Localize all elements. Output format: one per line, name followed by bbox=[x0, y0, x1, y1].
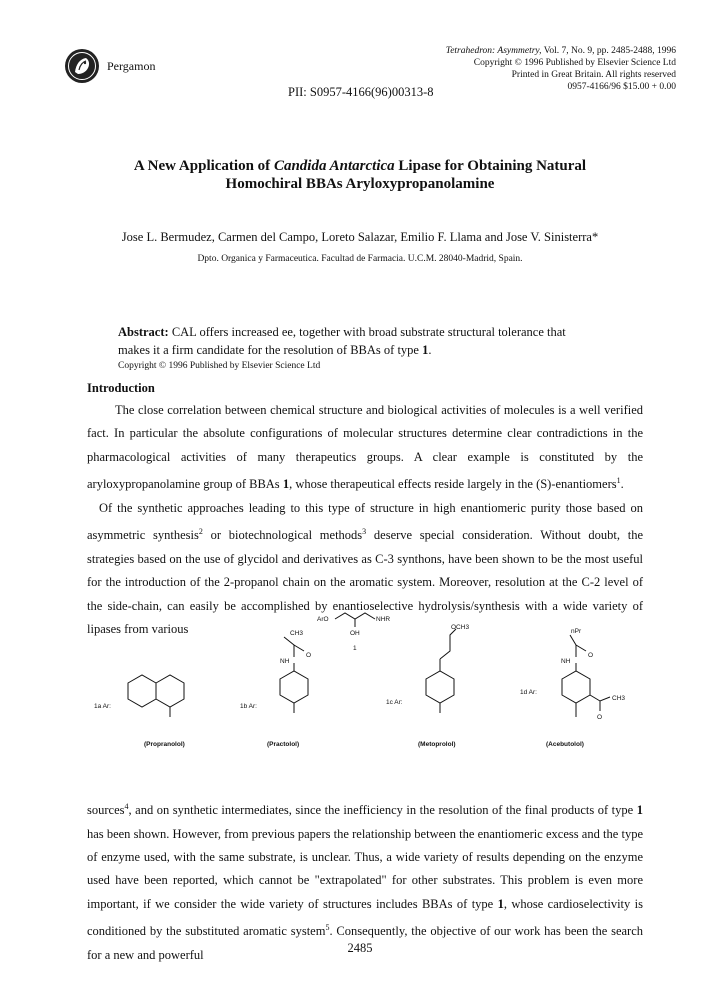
pii-identifier: PII: S0957-4166(96)00313-8 bbox=[288, 85, 434, 99]
footnote-ref: 1 bbox=[616, 476, 621, 486]
compound-ref: 1 bbox=[636, 803, 643, 818]
footnote-ref: 3 bbox=[362, 527, 367, 537]
section-heading: Introduction bbox=[87, 381, 155, 395]
chemical-scheme bbox=[80, 605, 660, 755]
publisher-logo-icon bbox=[64, 48, 100, 84]
footnote-ref: 4 bbox=[124, 802, 129, 811]
page-number: 2485 bbox=[347, 941, 373, 955]
scheme-label: OH bbox=[350, 630, 360, 637]
scheme-label: (Practolol) bbox=[267, 741, 300, 748]
journal-citation: Vol. 7, No. 9, pp. 2485-2488, 1996 bbox=[541, 46, 676, 56]
scheme-label: NH bbox=[561, 658, 571, 665]
text: Of the synthetic approaches leading to this type of structure in high enantiomeric purity those based on asymmetric synthesis bbox=[87, 500, 643, 543]
scheme-label: (Propranolol) bbox=[144, 741, 185, 748]
scheme-label: 1a Ar: bbox=[94, 703, 111, 710]
abstract-text: CAL offers increased ee, together with broad substrate structural tolerance that bbox=[168, 325, 566, 339]
scheme-label: nPr bbox=[571, 628, 582, 635]
text: , whose cardioselectivity is conditioned by the substituted aromatic system bbox=[87, 896, 643, 939]
abstract bbox=[118, 323, 638, 359]
affiliation: Dpto. Organica y Farmaceutica. Facultad de Farmacia. U.C.M. 28040-Madrid, Spain. bbox=[197, 254, 523, 264]
scheme-label: 1c Ar: bbox=[386, 699, 403, 706]
scheme-label: 1b Ar: bbox=[240, 703, 257, 710]
scheme-label: O bbox=[597, 714, 603, 721]
abstract-label: Abstract: bbox=[118, 325, 169, 339]
scheme-label: CH3 bbox=[290, 630, 304, 637]
title-italic: Candida Antarctica bbox=[273, 158, 395, 174]
scheme-label: CH3 bbox=[612, 695, 626, 702]
scheme-label: O bbox=[306, 652, 312, 659]
scheme-label: (Acebutolol) bbox=[546, 741, 584, 748]
scheme-label: NHR bbox=[376, 616, 391, 623]
compound-ref: 1 bbox=[422, 343, 429, 357]
publisher-name: Pergamon bbox=[107, 59, 156, 73]
scheme-label: 1 bbox=[353, 645, 357, 652]
abstract-copyright: Copyright © 1996 Published by Elsevier Science Ltd bbox=[118, 361, 321, 371]
scheme-label: O bbox=[588, 652, 594, 659]
footnote-ref: 5 bbox=[325, 923, 330, 933]
journal-header bbox=[446, 45, 676, 93]
scheme-label: (Metoprolol) bbox=[418, 741, 456, 748]
title-part: Lipase for Obtaining Natural bbox=[394, 158, 587, 174]
text: . Consequently, the objective of our work has been the search for a new and powerful bbox=[87, 924, 644, 962]
compound-ref: 1 bbox=[282, 477, 290, 492]
title-line-2: Homochiral BBAs Aryloxypropanolamine bbox=[225, 176, 495, 192]
text: deserve special consideration. Without doubt, the strategies based on the use of glycidol and derivatives as C-3 synthons, have been shown to be the most useful for the introduction of the 2-propanol chain on the aromatic system. Moreover, resolution at the C-2 level of the side-chain, can easily be accomplished by enantioselective hydrolysis/synthesis with a wide variety of lipases from various bbox=[87, 528, 644, 636]
scheme-label: ArO bbox=[317, 616, 329, 623]
text: sources bbox=[87, 803, 125, 818]
header-printed: Printed in Great Britain. All rights reserved bbox=[511, 70, 676, 80]
paragraph bbox=[87, 399, 643, 497]
text: The close correlation between chemical structure and biological activities of molecules is a well verified fact. In particular the absolute configurations of molecular structures determine clear contradictions in the pharmacological activities of many therapeutics groups. A clear example is constituted by the aryloxypropanolamine group of BBAs bbox=[87, 403, 643, 492]
journal-name: Tetrahedron: Asymmetry, bbox=[445, 46, 542, 56]
text: . bbox=[620, 477, 624, 492]
abstract-text: . bbox=[428, 343, 432, 357]
scheme-label: OCH3 bbox=[451, 624, 470, 631]
header-price: 0957-4166/96 $15.00 + 0.00 bbox=[567, 82, 676, 92]
header-copyright: Copyright © 1996 Published by Elsevier Science Ltd bbox=[473, 58, 676, 68]
text: , whose therapeutical effects reside largely in the (S)-enantiomers bbox=[289, 477, 617, 492]
article-title bbox=[0, 157, 720, 193]
footnote-ref: 2 bbox=[198, 527, 203, 537]
title-part: A New Application of bbox=[133, 158, 274, 174]
compound-ref: 1 bbox=[497, 896, 504, 911]
author-list: Jose L. Bermudez, Carmen del Campo, Loreto Salazar, Emilio F. Llama and Jose V. Sinisterra* bbox=[121, 230, 599, 244]
text: has been shown. However, from previous papers the relationship between the enantiomeric excess and the type of enzyme used, with the same substrate, is unclear. Thus, a wide variety of results depending on the enzyme used have been reported, which cannot be "extrapolated" for other substrates. This problem is even more important, if we consider the wide variety of structures includes BBAs of type bbox=[87, 826, 643, 911]
text: , and on synthetic intermediates, since the inefficiency in the resolution of the final products of type bbox=[128, 803, 637, 818]
scheme-label: 1d Ar: bbox=[520, 689, 537, 696]
abstract-text: makes it a firm candidate for the resolution of BBAs of type bbox=[118, 343, 423, 357]
text: or biotechnological methods bbox=[202, 528, 363, 543]
scheme-label: NH bbox=[280, 658, 290, 665]
